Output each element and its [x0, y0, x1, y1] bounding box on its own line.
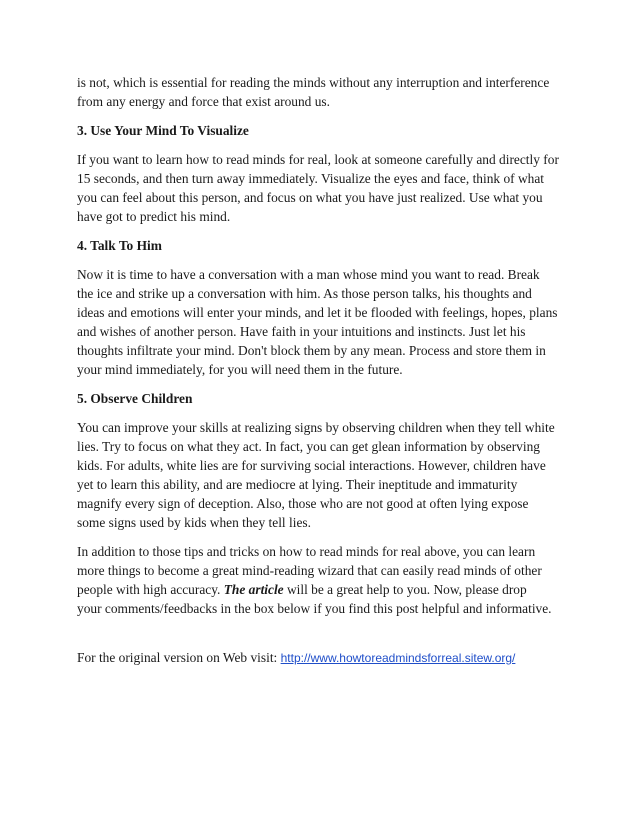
section-4-line-3: ideas and emotions will enter your minds, and let it be flooded with feelings, hopes, plans [77, 305, 558, 320]
section-3-line-2: 15 seconds, and then turn away immediately. Visualize the eyes and face, think of what [77, 171, 544, 186]
article-link[interactable]: The article [223, 582, 284, 597]
section-5-paragraph [77, 418, 577, 532]
conclusion-paragraph [77, 542, 577, 618]
document-page [77, 73, 577, 678]
section-3-heading: 3. Use Your Mind To Visualize [77, 123, 249, 138]
conclusion-line-3-post: will be a great help to you. Now, please drop [283, 582, 527, 597]
conclusion-line-3-pre: people with high accuracy. [77, 582, 224, 597]
section-4-line-2: the ice and strike up a conversation with him. As those person talks, his thoughts and [77, 286, 532, 301]
section-4-line-5: thoughts infiltrate your mind. Don't block them by any mean. Process and store them in [77, 343, 546, 358]
section-5-line-2: lies. Try to focus on what they act. In fact, you can get glean information by observing [77, 439, 540, 454]
section-4-paragraph [77, 265, 577, 379]
conclusion-line-1: In addition to those tips and tricks on how to read minds for real above, you can learn [77, 544, 536, 559]
conclusion-line-2: more things to become a great mind-reading wizard that can easily read minds of other [77, 563, 542, 578]
section-5-line-1: You can improve your skills at realizing signs by observing children when they tell white [77, 420, 555, 435]
section-5-heading: 5. Observe Children [77, 391, 193, 406]
footer-paragraph [77, 648, 577, 668]
conclusion-line-4: your comments/feedbacks in the box below if you find this post helpful and informative. [77, 601, 552, 616]
section-4-line-1: Now it is time to have a conversation with a man whose mind you want to read. Break [77, 267, 540, 282]
section-5-line-5: magnify every sign of deception. Also, those who are not good at often lying expose [77, 496, 529, 511]
section-5-line-4: yet to learn this ability, and are mediocre at lying. Their ineptitude and immaturity [77, 477, 518, 492]
section-3-line-4: have got to predict his mind. [77, 209, 231, 224]
section-4-heading: 4. Talk To Him [77, 238, 162, 253]
intro-line-2: from any energy and force that exist around us. [77, 94, 330, 109]
original-version-link[interactable]: http://www.howtoreadmindsforreal.sitew.org/ [280, 651, 516, 665]
section-3-line-1: If you want to learn how to read minds for real, look at someone carefully and directly for [77, 152, 559, 167]
section-5-line-6: some signs used by kids when they tell lies. [77, 515, 311, 530]
section-5-line-3: kids. For adults, white lies are for surviving social interactions. However, children have [77, 458, 546, 473]
intro-line-1: is not, which is essential for reading the minds without any interruption and interference [77, 75, 550, 90]
section-4-line-6: your mind immediately, for you will need them in the future. [77, 362, 403, 377]
section-4-line-4: and wishes of another person. Have faith in your intuitions and instincts. Just let his [77, 324, 526, 339]
intro-paragraph [77, 73, 577, 111]
section-3-paragraph [77, 150, 577, 226]
section-3-line-3: you can feel about this person, and focus on what you have just realized. Use what you [77, 190, 543, 205]
footer-label: For the original version on Web visit: [77, 650, 281, 665]
